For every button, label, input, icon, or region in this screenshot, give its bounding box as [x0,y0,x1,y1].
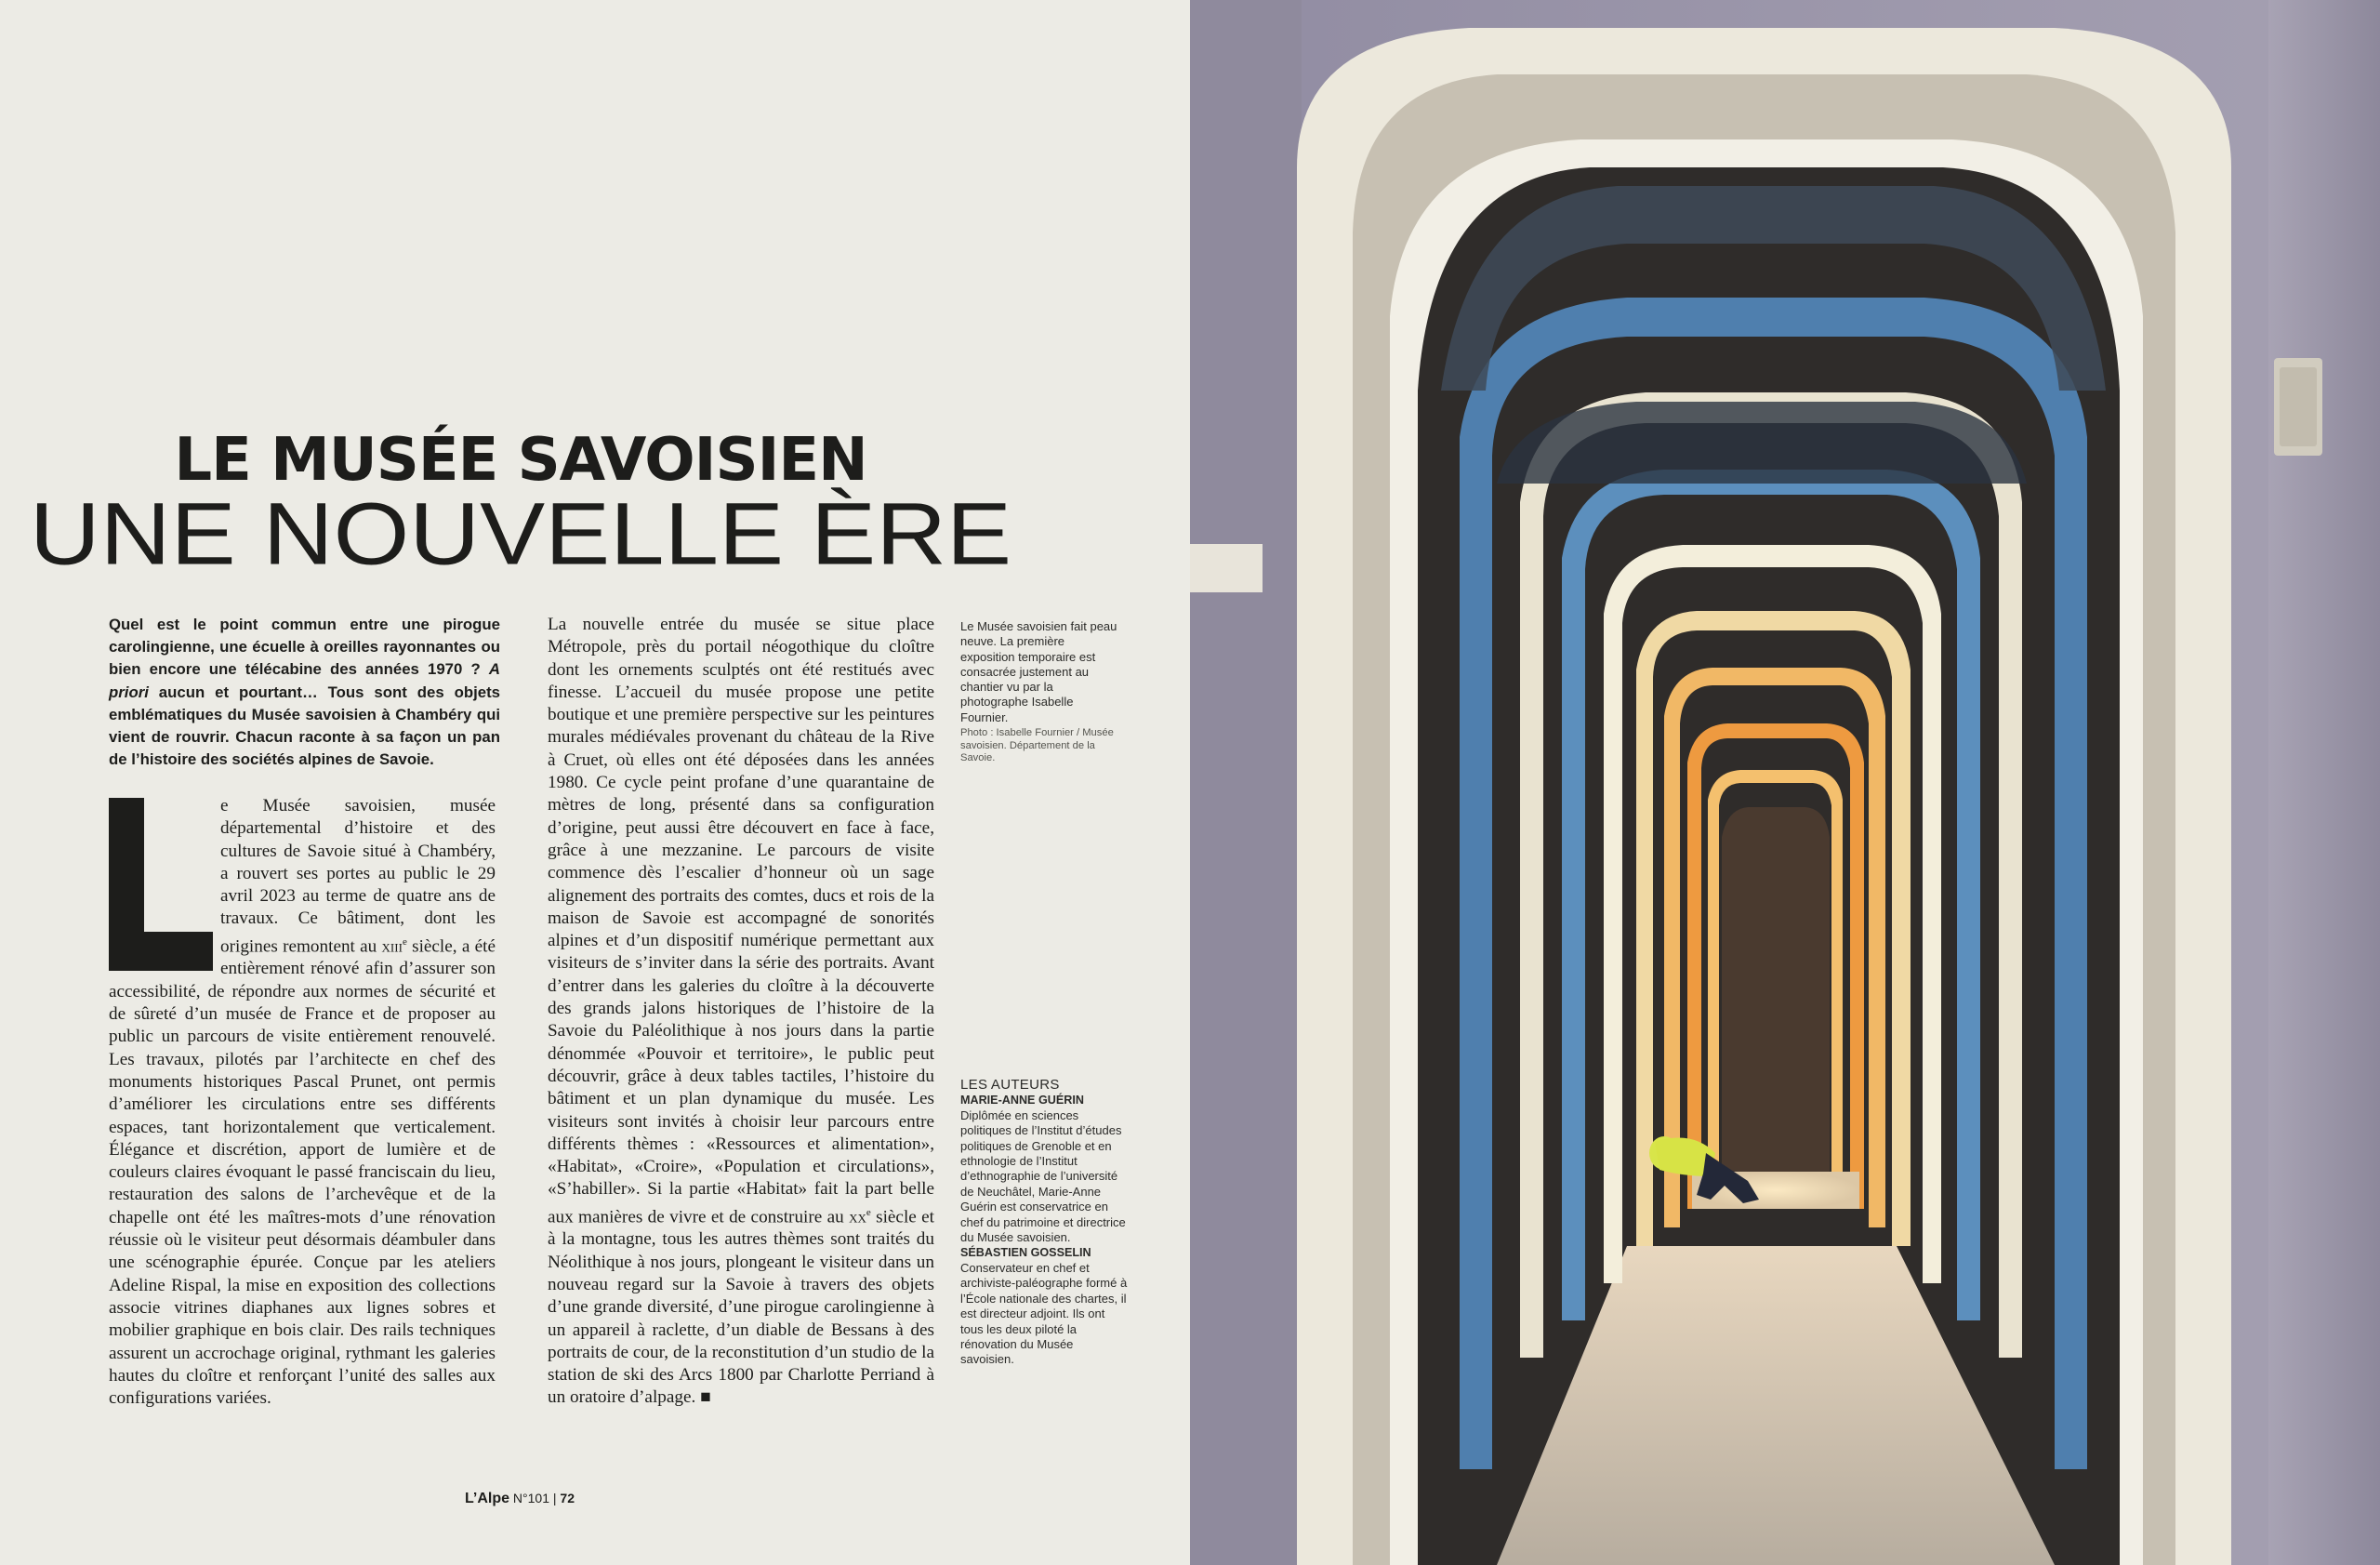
body-column-2 [548,614,934,1410]
col1-text-a: e Musée savoisien, musée départemental d’histoire et des cultures de Savoie situé à Chambéry, a rouvert ses portes au public le 29 avril 2023 au terme de quatre ans de travaux. Ce bâtiment, dont les origines remontent au [220,796,496,957]
col1-sup: e [402,935,407,948]
article-title: LE MUSÉE SAVOISIEN [174,426,867,495]
col2-sup: e [866,1206,871,1218]
folio-separator: | [552,1491,557,1505]
lead-text-a: Quel est le point commun entre une pirogue carolingienne, une écuelle à oreilles rayonnantes ou bien encore une télécabine des années 1970 ? [109,616,500,679]
col1-text-b: siècle, a été entièrement rénové afin d’assurer son accessibilité, de répondre aux normes de sécurité et de sûreté d’un musée de France et de proposer au public un parcours de visite entièrement renouvelé. Les travaux, pilotés par l’architecte en chef des monuments historiques Pascal Prunet, ont permis d’améliorer les circulations entre ses différents espaces, tant horizontalement que verticalement. Élégance et discrétion, apport de lumière et de couleurs claires évoquant le passé franciscain du lieu, restauration des salons de l’archevêque et de la chapelle ont été les maîtres-mots d’une rénovation réussie où le visiteur peut désormais déambuler dans une scénographie épurée. Conçue par les ateliers Adeline Rispal, la mise en exposition des collections associe vitrines diaphanes aux lignes sobres et mobilier graphique en bois clair. Des rails techniques assurent un accrochage original, rythmant les galeries hautes du cloître et renforçant l’unité des salles aux configurations variées. [109,936,496,1409]
col1-century: xiii [381,936,403,957]
article-subtitle: UNE NOUVELLE ÈRE [29,484,1012,584]
author1-name: MARIE-ANNE GUÉRIN [960,1094,1084,1107]
authors-box [960,1078,1128,1368]
end-mark: ■ [700,1387,711,1408]
authors-heading: LES AUTEURS [960,1077,1060,1093]
author2-name: SÉBASTIEN GOSSELIN [960,1246,1091,1260]
page-folio [465,1491,575,1507]
article-lead [109,614,500,771]
corridor-photo [1190,0,2380,1565]
issue-number: N°101 [512,1491,549,1505]
author1-bio: Diplômée en sciences politiques de l’Institut d’études politiques de Grenoble et en ethnologie de l’Institut d’ethnographie de l’université de Neuchâtel, Marie-Anne Guérin est conservatrice en chef du patrimoine et directrice du Musée savoisien. [960,1107,1126,1245]
caption-text: Le Musée savoisien fait peau neuve. La première exposition temporaire est consacrée justement au chantier vu par la photographe Isabelle Fournier. [960,619,1117,724]
drop-cap-l [109,798,213,971]
col2-text-a: La nouvelle entrée du musée se situe place Métropole, près du portail néogothique du cloître dont les ornements sculptés ont été restitués avec finesse. L’accueil du musée propose une petite boutique et une première perspective sur les peintures murales médiévales provenant du château de la Rive à Cruet, où elles ont été déposées dans les années 1980. Ce cycle peint profane d’une quarantaine de mètres de long, présenté dans sa configuration d’origine, peut aussi être découvert en face à face, grâce à une mezzanine. Le parcours de visite commence dès l’escalier d’honneur où un sage alignement des portraits des comtes, ducs et rois de la maison de Savoie est accompagné de sonorités alpines et d’un dispositif numérique permettant aux visiteurs de s’inviter dans la série des portraits. Avant d’entrer dans les galeries du cloître à la découverte des grands jalons historiques de l’histoire de la Savoie du Paléolithique à nos jours dans la partie dénommée «Pouvoir et territoire», le public peut découvrir, grâce à deux tables tactiles, l’histoire du bâtiment et un plan dynamique du musée. Les visiteurs sont invités à choisir leur parcours entre différents thèmes : «Ressources et alimentation», «Habitat», «Croire», «Population et circulations», «S’habiller». Si la partie «Habitat» fait la part belle aux manières de vivre et de construire au [548,615,934,1227]
corridor-photo-illustration [1190,0,2380,1565]
body-column-1 [109,795,496,1410]
page-number: 72 [560,1491,575,1505]
author2-bio: Conservateur en chef et archiviste-paléographe formé à l’École nationale des chartes, il est directeur adjoint. Ils ont tous les deux piloté la rénovation du Musée savoisien. [960,1260,1128,1367]
lead-text-b: aucun et pourtant… Tous sont des objets emblématiques du Musée savoisien à Chambéry qui vient de rouvrir. Chacun raconte à sa façon un pan de l’histoire des sociétés alpines de Savoie. [109,683,500,769]
photo-credit: Photo : Isabelle Fournier / Musée savoisien. Département de la Savoie. [960,727,1114,764]
col2-century: xx [849,1207,866,1227]
photo-caption [960,619,1118,765]
col2-text-b: siècle et à la montagne, tous les autres thèmes sont traités du Néolithique à nos jours, plongeant le visiteur dans un nouveau regard sur la Savoie à travers des objets d’une grande diversité, d’une pirogue carolingienne à un appareil à raclette, d’un diable de Bessans à des portraits de cour, de la reconstitution d’un studio de la station de ski des Arcs 1800 par Charlotte Perriand à un oratoire d’alpage. [548,1207,934,1408]
magazine-name: L’Alpe [465,1491,510,1506]
lead-italic: A priori [109,660,500,701]
